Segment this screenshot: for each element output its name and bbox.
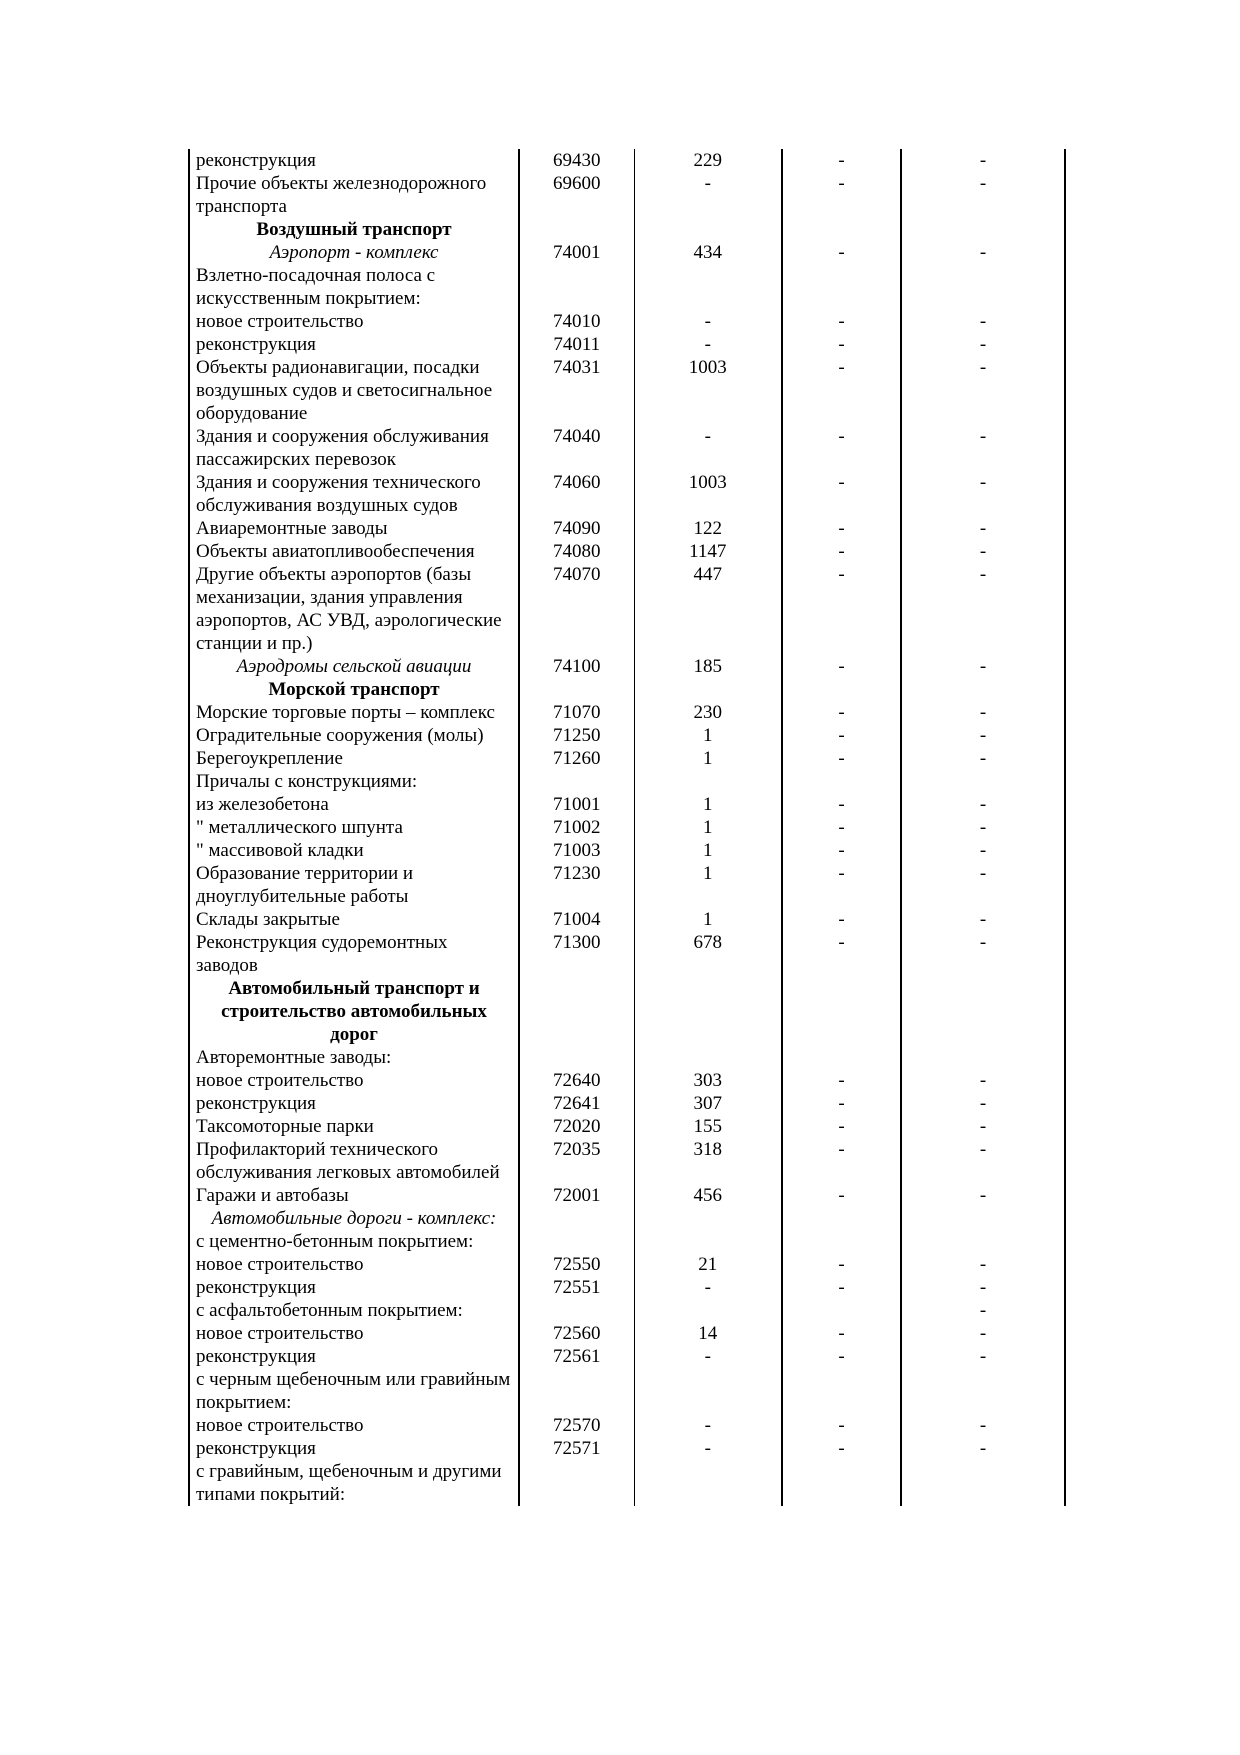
row-value-3-cell: - bbox=[901, 1276, 1065, 1299]
row-value-3-cell: - bbox=[901, 1345, 1065, 1368]
row-code-cell bbox=[519, 678, 634, 701]
row-value-1-cell: - bbox=[634, 1437, 782, 1460]
table-row bbox=[189, 839, 1065, 862]
table-row bbox=[189, 1276, 1065, 1299]
row-code-cell bbox=[519, 1368, 634, 1414]
row-name-cell: Воздушный транспорт bbox=[189, 218, 519, 241]
row-value-3-cell: - bbox=[901, 471, 1065, 517]
row-value-2-cell bbox=[782, 678, 901, 701]
row-code-cell: 71004 bbox=[519, 908, 634, 931]
row-name-cell: " массивовой кладки bbox=[189, 839, 519, 862]
row-value-3-cell bbox=[901, 218, 1065, 241]
table-row bbox=[189, 1345, 1065, 1368]
row-value-3-cell: - bbox=[901, 310, 1065, 333]
table-row bbox=[189, 1046, 1065, 1069]
table-row bbox=[189, 425, 1065, 471]
table-row bbox=[189, 1437, 1065, 1460]
row-value-3-cell bbox=[901, 1207, 1065, 1230]
row-code-cell: 72641 bbox=[519, 1092, 634, 1115]
row-value-3-cell: - bbox=[901, 356, 1065, 425]
row-name-cell: Объекты радионавигации, посадки воздушных судов и светосигнальное оборудование bbox=[189, 356, 519, 425]
row-name-cell: с асфальтобетонным покрытием: bbox=[189, 1299, 519, 1322]
table-row bbox=[189, 701, 1065, 724]
row-value-3-cell bbox=[901, 977, 1065, 1046]
row-value-2-cell: - bbox=[782, 1345, 901, 1368]
row-name-cell: новое строительство bbox=[189, 1322, 519, 1345]
row-name-cell: реконструкция bbox=[189, 333, 519, 356]
row-value-3-cell: - bbox=[901, 655, 1065, 678]
row-value-2-cell bbox=[782, 977, 901, 1046]
row-value-3-cell: - bbox=[901, 1437, 1065, 1460]
row-value-3-cell: - bbox=[901, 862, 1065, 908]
table-row bbox=[189, 862, 1065, 908]
row-name-cell: Прочие объекты железнодорожного транспорта bbox=[189, 172, 519, 218]
row-name-cell: Берегоукрепление bbox=[189, 747, 519, 770]
table-row bbox=[189, 747, 1065, 770]
row-name-cell: Реконструкция судоремонтных заводов bbox=[189, 931, 519, 977]
row-value-3-cell: - bbox=[901, 931, 1065, 977]
row-code-cell bbox=[519, 1230, 634, 1253]
row-value-2-cell: - bbox=[782, 1276, 901, 1299]
row-value-2-cell: - bbox=[782, 149, 901, 172]
row-name-cell: Аэродромы сельской авиации bbox=[189, 655, 519, 678]
row-code-cell: 74080 bbox=[519, 540, 634, 563]
row-value-1-cell: 185 bbox=[634, 655, 782, 678]
row-value-1-cell bbox=[634, 977, 782, 1046]
row-name-cell: Морской транспорт bbox=[189, 678, 519, 701]
row-value-1-cell: - bbox=[634, 1276, 782, 1299]
row-value-2-cell: - bbox=[782, 816, 901, 839]
row-value-2-cell: - bbox=[782, 540, 901, 563]
row-name-cell: Здания и сооружения обслуживания пассажирских перевозок bbox=[189, 425, 519, 471]
row-value-1-cell: 1 bbox=[634, 839, 782, 862]
row-value-3-cell: - bbox=[901, 1253, 1065, 1276]
row-value-1-cell: - bbox=[634, 1345, 782, 1368]
row-value-3-cell: - bbox=[901, 149, 1065, 172]
row-value-2-cell bbox=[782, 1046, 901, 1069]
row-value-2-cell: - bbox=[782, 425, 901, 471]
row-value-1-cell: 229 bbox=[634, 149, 782, 172]
row-value-1-cell bbox=[634, 678, 782, 701]
table-body bbox=[189, 149, 1065, 1506]
row-value-2-cell: - bbox=[782, 793, 901, 816]
row-value-2-cell bbox=[782, 1368, 901, 1414]
row-code-cell: 71230 bbox=[519, 862, 634, 908]
row-value-3-cell: - bbox=[901, 701, 1065, 724]
table-row bbox=[189, 149, 1065, 172]
row-code-cell bbox=[519, 1046, 634, 1069]
row-value-2-cell: - bbox=[782, 862, 901, 908]
row-value-3-cell: - bbox=[901, 1184, 1065, 1207]
row-name-cell: Оградительные сооружения (молы) bbox=[189, 724, 519, 747]
row-value-1-cell bbox=[634, 1299, 782, 1322]
row-name-cell: с черным щебеночным или гравийным покрытием: bbox=[189, 1368, 519, 1414]
row-code-cell: 74060 bbox=[519, 471, 634, 517]
row-value-1-cell: 456 bbox=[634, 1184, 782, 1207]
table-row bbox=[189, 977, 1065, 1046]
row-value-2-cell bbox=[782, 1207, 901, 1230]
row-value-3-cell: - bbox=[901, 724, 1065, 747]
row-value-1-cell bbox=[634, 1046, 782, 1069]
table-row bbox=[189, 770, 1065, 793]
row-value-1-cell: 1 bbox=[634, 793, 782, 816]
row-value-3-cell bbox=[901, 1230, 1065, 1253]
row-name-cell: новое строительство bbox=[189, 1414, 519, 1437]
row-name-cell: Взлетно-посадочная полоса с искусственным покрытием: bbox=[189, 264, 519, 310]
table-row bbox=[189, 517, 1065, 540]
row-code-cell: 72001 bbox=[519, 1184, 634, 1207]
row-value-1-cell bbox=[634, 770, 782, 793]
row-name-cell: Аэропорт - комплекс bbox=[189, 241, 519, 264]
row-value-2-cell bbox=[782, 1460, 901, 1506]
row-value-1-cell: 1 bbox=[634, 747, 782, 770]
row-code-cell: 72640 bbox=[519, 1069, 634, 1092]
row-value-2-cell: - bbox=[782, 1414, 901, 1437]
row-name-cell: реконструкция bbox=[189, 1276, 519, 1299]
row-value-2-cell bbox=[782, 770, 901, 793]
row-name-cell: Причалы с конструкциями: bbox=[189, 770, 519, 793]
row-code-cell bbox=[519, 218, 634, 241]
row-code-cell: 72560 bbox=[519, 1322, 634, 1345]
row-value-2-cell bbox=[782, 1230, 901, 1253]
row-value-2-cell: - bbox=[782, 1069, 901, 1092]
row-name-cell: Авторемонтные заводы: bbox=[189, 1046, 519, 1069]
row-code-cell: 74070 bbox=[519, 563, 634, 655]
table-row bbox=[189, 1299, 1065, 1322]
row-name-cell: Другие объекты аэропортов (базы механизации, здания управления аэропортов, АС УВД, аэрологические станции и пр.) bbox=[189, 563, 519, 655]
row-value-1-cell: 1 bbox=[634, 908, 782, 931]
data-table bbox=[188, 149, 1066, 1506]
row-code-cell: 71300 bbox=[519, 931, 634, 977]
row-value-2-cell: - bbox=[782, 747, 901, 770]
row-code-cell bbox=[519, 977, 634, 1046]
row-name-cell: Здания и сооружения технического обслуживания воздушных судов bbox=[189, 471, 519, 517]
row-code-cell: 72551 bbox=[519, 1276, 634, 1299]
table-row bbox=[189, 172, 1065, 218]
row-name-cell: Автомобильный транспорт и строительство автомобильных дорог bbox=[189, 977, 519, 1046]
row-value-2-cell bbox=[782, 264, 901, 310]
row-value-1-cell: 155 bbox=[634, 1115, 782, 1138]
row-value-1-cell: - bbox=[634, 1414, 782, 1437]
row-name-cell: с цементно-бетонным покрытием: bbox=[189, 1230, 519, 1253]
row-value-1-cell: 14 bbox=[634, 1322, 782, 1345]
row-code-cell: 71250 bbox=[519, 724, 634, 747]
row-value-2-cell: - bbox=[782, 1437, 901, 1460]
row-name-cell: реконструкция bbox=[189, 149, 519, 172]
row-value-1-cell: 318 bbox=[634, 1138, 782, 1184]
row-value-3-cell: - bbox=[901, 517, 1065, 540]
row-value-2-cell: - bbox=[782, 1184, 901, 1207]
row-value-1-cell: 1 bbox=[634, 724, 782, 747]
row-name-cell: Морские торговые порты – комплекс bbox=[189, 701, 519, 724]
row-value-2-cell: - bbox=[782, 1253, 901, 1276]
row-value-3-cell bbox=[901, 678, 1065, 701]
row-code-cell: 72035 bbox=[519, 1138, 634, 1184]
row-code-cell: 72020 bbox=[519, 1115, 634, 1138]
row-name-cell: " металлического шпунта bbox=[189, 816, 519, 839]
row-value-1-cell: 21 bbox=[634, 1253, 782, 1276]
row-value-1-cell: 307 bbox=[634, 1092, 782, 1115]
table-row bbox=[189, 1207, 1065, 1230]
row-value-2-cell: - bbox=[782, 1322, 901, 1345]
row-value-2-cell: - bbox=[782, 471, 901, 517]
table-row bbox=[189, 1322, 1065, 1345]
row-code-cell bbox=[519, 264, 634, 310]
row-value-1-cell bbox=[634, 1230, 782, 1253]
row-code-cell: 74040 bbox=[519, 425, 634, 471]
row-value-2-cell: - bbox=[782, 1138, 901, 1184]
row-value-1-cell: 1003 bbox=[634, 356, 782, 425]
table-row bbox=[189, 1368, 1065, 1414]
table-row bbox=[189, 1069, 1065, 1092]
row-name-cell: новое строительство bbox=[189, 1253, 519, 1276]
row-value-2-cell: - bbox=[782, 1092, 901, 1115]
table-row bbox=[189, 310, 1065, 333]
row-value-3-cell bbox=[901, 770, 1065, 793]
row-name-cell: Профилакторий технического обслуживания легковых автомобилей bbox=[189, 1138, 519, 1184]
table-row bbox=[189, 908, 1065, 931]
row-value-1-cell: - bbox=[634, 333, 782, 356]
table-row bbox=[189, 333, 1065, 356]
row-value-1-cell: 1003 bbox=[634, 471, 782, 517]
row-value-2-cell: - bbox=[782, 517, 901, 540]
table-row bbox=[189, 678, 1065, 701]
row-name-cell: Автомобильные дороги - комплекс: bbox=[189, 1207, 519, 1230]
row-code-cell: 71001 bbox=[519, 793, 634, 816]
row-value-3-cell: - bbox=[901, 816, 1065, 839]
row-value-2-cell: - bbox=[782, 931, 901, 977]
row-value-2-cell: - bbox=[782, 333, 901, 356]
row-value-2-cell: - bbox=[782, 563, 901, 655]
row-value-1-cell bbox=[634, 1207, 782, 1230]
table-row bbox=[189, 1138, 1065, 1184]
row-value-3-cell: - bbox=[901, 1299, 1065, 1322]
table-row bbox=[189, 356, 1065, 425]
row-code-cell: 74090 bbox=[519, 517, 634, 540]
table-row bbox=[189, 1414, 1065, 1437]
row-value-1-cell bbox=[634, 1460, 782, 1506]
row-value-1-cell: 303 bbox=[634, 1069, 782, 1092]
table-row bbox=[189, 793, 1065, 816]
row-value-3-cell: - bbox=[901, 1138, 1065, 1184]
row-value-3-cell: - bbox=[901, 839, 1065, 862]
row-code-cell: 72561 bbox=[519, 1345, 634, 1368]
row-code-cell: 74001 bbox=[519, 241, 634, 264]
table-row bbox=[189, 471, 1065, 517]
row-code-cell bbox=[519, 1460, 634, 1506]
row-value-3-cell: - bbox=[901, 172, 1065, 218]
row-value-2-cell: - bbox=[782, 724, 901, 747]
row-name-cell: реконструкция bbox=[189, 1092, 519, 1115]
row-code-cell: 72571 bbox=[519, 1437, 634, 1460]
row-code-cell bbox=[519, 1207, 634, 1230]
row-code-cell bbox=[519, 1299, 634, 1322]
row-value-3-cell: - bbox=[901, 241, 1065, 264]
row-value-3-cell: - bbox=[901, 540, 1065, 563]
row-value-1-cell: 122 bbox=[634, 517, 782, 540]
row-value-1-cell: 434 bbox=[634, 241, 782, 264]
row-value-2-cell: - bbox=[782, 701, 901, 724]
row-value-2-cell: - bbox=[782, 839, 901, 862]
table-row bbox=[189, 1092, 1065, 1115]
table-row bbox=[189, 816, 1065, 839]
row-value-3-cell: - bbox=[901, 1414, 1065, 1437]
row-value-1-cell: - bbox=[634, 310, 782, 333]
table-row bbox=[189, 563, 1065, 655]
row-value-3-cell: - bbox=[901, 747, 1065, 770]
row-name-cell: Гаражи и автобазы bbox=[189, 1184, 519, 1207]
row-name-cell: Образование территории и дноуглубительные работы bbox=[189, 862, 519, 908]
row-code-cell: 74031 bbox=[519, 356, 634, 425]
row-value-3-cell: - bbox=[901, 425, 1065, 471]
row-value-1-cell: - bbox=[634, 172, 782, 218]
row-value-3-cell: - bbox=[901, 563, 1065, 655]
row-value-1-cell bbox=[634, 1368, 782, 1414]
row-name-cell: новое строительство bbox=[189, 1069, 519, 1092]
row-value-2-cell bbox=[782, 218, 901, 241]
table-row bbox=[189, 724, 1065, 747]
row-value-3-cell bbox=[901, 1460, 1065, 1506]
table-row bbox=[189, 1115, 1065, 1138]
table-row bbox=[189, 1460, 1065, 1506]
row-value-2-cell: - bbox=[782, 1115, 901, 1138]
table-row bbox=[189, 1230, 1065, 1253]
row-value-3-cell: - bbox=[901, 793, 1065, 816]
row-code-cell: 71003 bbox=[519, 839, 634, 862]
row-code-cell: 74010 bbox=[519, 310, 634, 333]
row-name-cell: Склады закрытые bbox=[189, 908, 519, 931]
row-value-3-cell bbox=[901, 1368, 1065, 1414]
row-value-2-cell: - bbox=[782, 241, 901, 264]
table-row bbox=[189, 655, 1065, 678]
row-code-cell bbox=[519, 770, 634, 793]
row-value-2-cell: - bbox=[782, 172, 901, 218]
row-value-1-cell bbox=[634, 218, 782, 241]
row-value-3-cell: - bbox=[901, 1069, 1065, 1092]
table-row bbox=[189, 1253, 1065, 1276]
table-row bbox=[189, 1184, 1065, 1207]
row-value-1-cell: 447 bbox=[634, 563, 782, 655]
row-value-1-cell: 1147 bbox=[634, 540, 782, 563]
row-value-3-cell: - bbox=[901, 908, 1065, 931]
row-name-cell: Таксомоторные парки bbox=[189, 1115, 519, 1138]
table-row bbox=[189, 931, 1065, 977]
table-row bbox=[189, 218, 1065, 241]
row-code-cell: 74011 bbox=[519, 333, 634, 356]
row-name-cell: из железобетона bbox=[189, 793, 519, 816]
row-code-cell: 71002 bbox=[519, 816, 634, 839]
row-value-1-cell: - bbox=[634, 425, 782, 471]
table-row bbox=[189, 540, 1065, 563]
row-value-2-cell: - bbox=[782, 908, 901, 931]
row-value-2-cell: - bbox=[782, 655, 901, 678]
row-name-cell: с гравийным, щебеночным и другими типами покрытий: bbox=[189, 1460, 519, 1506]
row-value-3-cell: - bbox=[901, 1322, 1065, 1345]
table-row bbox=[189, 264, 1065, 310]
table-row bbox=[189, 241, 1065, 264]
row-value-3-cell bbox=[901, 1046, 1065, 1069]
row-name-cell: реконструкция bbox=[189, 1345, 519, 1368]
row-value-1-cell: 230 bbox=[634, 701, 782, 724]
row-value-3-cell bbox=[901, 264, 1065, 310]
row-code-cell: 74100 bbox=[519, 655, 634, 678]
row-code-cell: 72570 bbox=[519, 1414, 634, 1437]
row-name-cell: новое строительство bbox=[189, 310, 519, 333]
row-value-1-cell: 678 bbox=[634, 931, 782, 977]
row-value-3-cell: - bbox=[901, 1115, 1065, 1138]
row-name-cell: Объекты авиатопливообеспечения bbox=[189, 540, 519, 563]
row-name-cell: реконструкция bbox=[189, 1437, 519, 1460]
row-value-1-cell: 1 bbox=[634, 816, 782, 839]
row-value-2-cell bbox=[782, 1299, 901, 1322]
row-code-cell: 69600 bbox=[519, 172, 634, 218]
row-value-1-cell bbox=[634, 264, 782, 310]
row-value-2-cell: - bbox=[782, 310, 901, 333]
row-code-cell: 71260 bbox=[519, 747, 634, 770]
row-value-1-cell: 1 bbox=[634, 862, 782, 908]
row-value-2-cell: - bbox=[782, 356, 901, 425]
row-code-cell: 72550 bbox=[519, 1253, 634, 1276]
row-value-3-cell: - bbox=[901, 333, 1065, 356]
row-code-cell: 71070 bbox=[519, 701, 634, 724]
row-name-cell: Авиаремонтные заводы bbox=[189, 517, 519, 540]
row-value-3-cell: - bbox=[901, 1092, 1065, 1115]
row-code-cell: 69430 bbox=[519, 149, 634, 172]
